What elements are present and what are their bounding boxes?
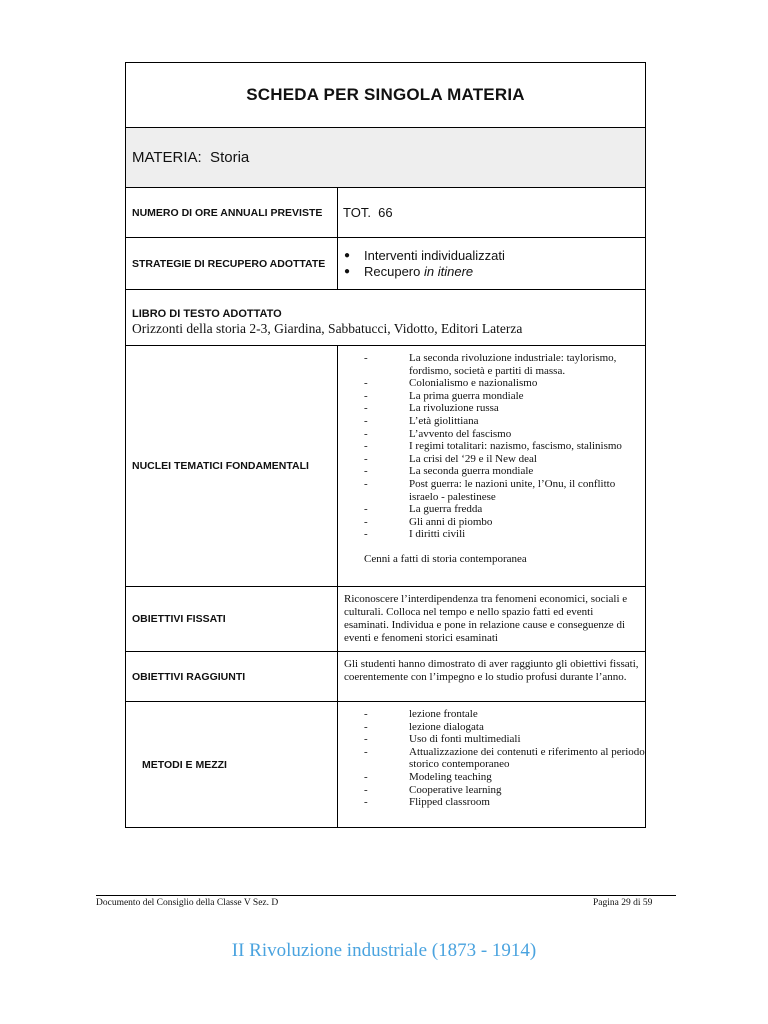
list-item: - I regimi totalitari: nazismo, fascismo, stalinismo bbox=[364, 440, 622, 453]
footer-document-label: Documento del Consiglio della Classe V Sez. D bbox=[96, 898, 279, 908]
list-item: - I diritti civili bbox=[364, 528, 466, 541]
materia-row bbox=[126, 127, 645, 187]
obiettivi-raggiunti-row bbox=[126, 651, 645, 701]
strategie-label: STRATEGIE DI RECUPERO ADOTTATE bbox=[126, 238, 338, 289]
sheet-title: SCHEDA PER SINGOLA MATERIA bbox=[246, 85, 525, 104]
libro-row bbox=[126, 289, 645, 345]
nuclei-list bbox=[344, 352, 645, 541]
list-item: - La crisi del ‘29 e il New deal bbox=[364, 452, 537, 465]
strategie-item-2-prefix: Recupero bbox=[364, 263, 424, 279]
ore-value: TOT. 66 bbox=[343, 205, 393, 220]
list-item: - La rivoluzione russa bbox=[364, 402, 499, 415]
list-item: - Uso di fonti multimediali bbox=[364, 733, 521, 746]
sheet-title-row bbox=[126, 63, 645, 127]
list-item bbox=[344, 248, 645, 264]
obiettivi-fissati-row bbox=[126, 586, 645, 651]
list-item: - Flipped classroom bbox=[364, 796, 490, 809]
strategie-item-2-italic: in itinere bbox=[423, 263, 474, 279]
list-item: - lezione dialogata bbox=[364, 720, 484, 733]
nuclei-note: Cenni a fatti di storia contemporanea bbox=[364, 552, 527, 565]
metodi-row bbox=[126, 701, 645, 827]
nuclei-content bbox=[338, 346, 645, 586]
bottom-title: II Rivoluzione industriale (1873 - 1914) bbox=[231, 940, 537, 961]
list-item bbox=[344, 264, 645, 280]
footer-divider bbox=[96, 895, 676, 896]
metodi-label: METODI E MEZZI bbox=[126, 702, 338, 827]
strategie-row bbox=[126, 237, 645, 289]
list-item: - Attualizzazione dei contenuti e riferimento al periodo storico contemporaneo bbox=[364, 745, 645, 771]
materia-label: MATERIA: Storia bbox=[132, 149, 250, 166]
list-item: - Post guerra: le nazioni unite, l’Onu, il conflitto israelo - palestinese bbox=[364, 477, 616, 503]
list-item: - Modeling teaching bbox=[364, 770, 492, 783]
bullet-icon: ● bbox=[344, 249, 351, 261]
libro-heading: LIBRO DI TESTO ADOTTATO bbox=[132, 308, 282, 320]
obiettivi-fissati-text: Riconoscere l’interdipendenza tra fenomeni economici, sociali e culturali. Colloca nel tempo e nello spazio fatti ed eventi esaminati. Individua e pone in relazione cause e conseguenze di eventi e fenomeni storici esaminati bbox=[344, 593, 628, 644]
strategie-list bbox=[338, 238, 645, 289]
list-item: - La guerra fredda bbox=[364, 503, 483, 516]
ore-label: NUMERO DI ORE ANNUALI PREVISTE bbox=[126, 188, 338, 237]
ore-row bbox=[126, 187, 645, 237]
obiettivi-fissati-label: OBIETTIVI FISSATI bbox=[126, 587, 338, 651]
list-item: - L’età giolittiana bbox=[364, 414, 479, 427]
strategie-item-1: Interventi individualizzati bbox=[364, 247, 505, 263]
obiettivi-raggiunti-text: Gli studenti hanno dimostrato di aver raggiunto gli obiettivi fissati, coerentemente con l’impegno e lo studio profusi durante l’anno. bbox=[344, 658, 639, 683]
list-item: - Cooperative learning bbox=[364, 783, 502, 796]
libro-text: Orizzonti della storia 2-3, Giardina, Sabbatucci, Vidotto, Editori Laterza bbox=[132, 321, 523, 336]
subject-sheet-table bbox=[125, 62, 646, 828]
list-item: - La seconda rivoluzione industriale: taylorismo, fordismo, società e partiti di massa. bbox=[364, 352, 617, 377]
list-item: - lezione frontale bbox=[364, 708, 478, 720]
footer-page-number: Pagina 29 di 59 bbox=[593, 898, 653, 908]
metodi-content bbox=[338, 702, 645, 827]
metodi-list bbox=[344, 708, 645, 809]
list-item: - Gli anni di piombo bbox=[364, 515, 493, 528]
bullet-icon: ● bbox=[344, 265, 351, 277]
list-item: - La prima guerra mondiale bbox=[364, 389, 524, 402]
obiettivi-raggiunti-label: OBIETTIVI RAGGIUNTI bbox=[126, 652, 338, 701]
list-item: - L’avvento del fascismo bbox=[364, 427, 512, 440]
nuclei-row bbox=[126, 345, 645, 586]
list-item: - La seconda guerra mondiale bbox=[364, 465, 534, 478]
nuclei-label: NUCLEI TEMATICI FONDAMENTALI bbox=[126, 346, 338, 586]
list-item: - Colonialismo e nazionalismo bbox=[364, 377, 538, 390]
